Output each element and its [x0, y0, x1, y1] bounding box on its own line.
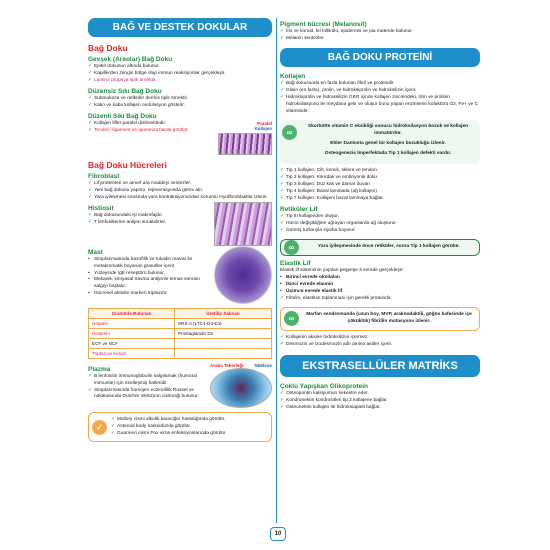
list-item: ✓ Submukoza ve retiküler dermis tipik örnektir.	[88, 96, 272, 103]
kollajen-heading: Kollajen	[280, 72, 306, 80]
section-title: BAĞ VE DESTEK DOKULAR	[88, 18, 272, 37]
fig-label: Kollajen	[254, 125, 272, 131]
table-header: Üretilip Salınan	[174, 308, 271, 318]
wound-box	[280, 239, 480, 256]
box-text: Osteogenezis İmperfektada Tip 1 kollajen defekti vardır.	[324, 150, 452, 156]
box-text: Skorbütte vitamin C eksikliği sonucu hidroksilasyon bozuk ve kollajen immatürdür.	[307, 123, 469, 136]
collagen-image	[218, 133, 272, 155]
list-item: ✓ Glisin (en fazla), prolin, ve hidroksiprolin ve hidroksilizin içerir.	[280, 88, 480, 95]
coklu-heading: Çoklu Yapışkan Glikoprotein	[280, 382, 369, 390]
duzenli-heading: Düzenli Sıkı Bağ Doku	[88, 112, 157, 120]
list-item: • Birinci evrede oksitalan	[280, 275, 480, 282]
list-item: ✓ Sitoplazmasında homojen eozinofilik Russel ve nükleusunda Dutcher inklüzyon cisimciği bulunur.	[88, 388, 206, 402]
elastik-heading: Elastik Lif	[280, 260, 311, 268]
list-item: ✓ Lif proteinleri ve amorf ara maddeyi sentezler.	[88, 181, 272, 188]
info-icon: ∞	[284, 240, 299, 255]
plazma-row	[88, 363, 272, 408]
table-cell	[174, 338, 271, 348]
list-item: ✓ Osteonektin kollajen ile hidroksiapatit bağlar.	[280, 405, 480, 412]
table-row	[89, 328, 272, 338]
list-item: ✓ Mallory cismi alkolik karaciğer hastalığında görülür.	[111, 417, 267, 424]
table-row	[89, 348, 272, 358]
mast-cell-image	[214, 246, 272, 304]
table-cell: Triptaz ve Kimaz	[89, 348, 175, 358]
list-item: ✓ Kollajen lifler paralel dizilmektedir.	[88, 121, 214, 128]
paragraph: Elastik lif sisteminin yapılan peşpeşe 3 evrede gerçekleşir:	[280, 268, 404, 274]
list-item: • Mekanik, kimyasal travma antijenle temas sonrası salgıyı başlatır.	[88, 277, 210, 291]
list-item: ✓ Fibrilin, elastinin toplanması için gerekli proteindir.	[280, 296, 480, 303]
list-item: ✓ Kapillerden zengin bölge olup immun reaksiyonlar gerçekleşir.	[88, 71, 272, 78]
list-item: ✓ Osteopontin kalsiyumun sekestre eder.	[280, 391, 480, 398]
info-icon: ∞	[284, 311, 299, 326]
matrix-title: EKSTRASELLÜLER MATRİKS	[280, 355, 480, 377]
right-column	[280, 18, 480, 412]
box-text: Marfan sendromunda (uzun boy, MVP, araknodaktili, göğüs kafesinde içe çöküklük) fibrillin mutasyonu izlenir.	[306, 311, 472, 324]
duzensiz-heading: Düzensiz Sıkı Bağ Doku	[88, 87, 162, 95]
retikuler-heading: Retiküler Lif	[280, 206, 318, 214]
duzenli-row	[88, 121, 272, 155]
histiosit-heading: Histiosit	[88, 204, 114, 212]
table-row	[89, 338, 272, 348]
info-icon: ∞	[282, 125, 297, 140]
melanosit-heading: Pigment hücresi (Melanosit)	[280, 21, 367, 28]
list-item: ✓ Bağ dokusundaki işi makrofajdır.	[88, 213, 210, 220]
table-cell	[174, 348, 271, 358]
list-item: ✓ Tip 3 kollajen: Düz kas ve damar duvarı	[280, 182, 480, 189]
table-row	[89, 318, 272, 328]
histiocyte-image	[214, 202, 272, 246]
list-item: • Yüzeyinde IgE reseptörü bulunur.	[88, 271, 210, 278]
fibroblast-heading: Fibroblast	[88, 172, 120, 180]
list-item: ✓ Desmozin ve izodesmozin adlı amino asitler içerir.	[280, 342, 480, 349]
list-item: ✓ Kollajenin aksine hidroksilizini içermez.	[280, 335, 480, 342]
table-cell: Histamin	[89, 328, 175, 338]
list-item: ✓ Yeni bağ dokusu yapımı, rejenerasyonda görev alır.	[88, 188, 272, 195]
list-item: ✓ Tip III kollajenden oluşur.	[280, 214, 480, 221]
info-icon: ✓	[92, 420, 107, 435]
protein-title: BAĞ DOKU PROTEİNİ	[280, 48, 480, 67]
table-cell: Prostaglandin D2	[174, 328, 271, 338]
list-item: ✓ Tip 2 kollajen: Kıkırdak ve embriyonik doku	[280, 175, 480, 182]
note-box	[88, 412, 272, 443]
list-item: ✓ Lamina propriya tipik örnektir.	[88, 78, 272, 85]
bag-doku-heading: Bağ Doku	[88, 43, 128, 53]
list-item: ✓ Bağ dokusunda en fazla bulunan fibril ve proteindir.	[280, 81, 480, 88]
list-item: ✓ Tip 4 kollajen: Bazal laminada (ağ kollajen)	[280, 189, 480, 196]
scurvy-box	[280, 120, 480, 165]
fig-label: Nükleus	[254, 362, 272, 368]
hucreler-heading: Bağ Doku Hücreleri	[88, 159, 167, 170]
fig-label: Paralel	[257, 120, 272, 126]
list-item: • Sitoplazmasında bazofilik ve toluidin mavisi ile metakromatik boyanan granüller içerir.	[88, 257, 210, 271]
marfan-box	[280, 307, 480, 331]
histiosit-row	[88, 202, 272, 246]
mast-table	[88, 308, 272, 359]
list-item: ✓ Melanin sentezler.	[280, 36, 480, 43]
list-item: ✓ Kalın ve kaba kollajen ondulasyon gösterir.	[88, 103, 272, 110]
list-item: ✓ Tip 1 kollajen: Cilt, kemik, sklera ve tendon	[280, 168, 480, 175]
list-item: ✓ Asteroid body sarkoidozda görülür.	[111, 424, 267, 431]
page-number: 10	[270, 527, 286, 541]
list-item: ✓ İris ve koroid, kıl follikülü, epidermis ve pia materde bulunur.	[280, 29, 480, 36]
list-item: • Hücresel aktivite markeri triptazdır.	[88, 291, 210, 298]
list-item: ✓ Hücre değişikliğine uğrayan organlarda ağ oluşturur.	[280, 221, 480, 228]
left-column	[88, 18, 272, 446]
gevsek-heading: Gevşek (Areolar) Bağ Doku	[88, 56, 173, 63]
mast-row	[88, 246, 272, 304]
list-item: ✓ Guarnieri cismi Pox virüs enfeksiyonlarında görülür.	[111, 431, 267, 438]
list-item: ✓ Tip 7 kollajen: Kollajeni bazal laminaya bağlar.	[280, 196, 480, 203]
list-item: • İkinci evrede elaunin	[280, 282, 480, 289]
list-item: ✓ Hidroksiprolin ve hidroksilizin GER içinde kollajen zincirindeki, lizin ve prolinin hidroksilasyonu ile meydana gelir ve oluşur bunu yapan enzimlerin kofaktörü O2, Fe+ ve C vitaminidir.	[280, 95, 480, 116]
list-item: • Üçüncü evrede elastik lif	[280, 289, 480, 296]
table-header: Granülde Bulunan	[89, 308, 175, 318]
table-cell: Heparin	[89, 318, 175, 328]
table-cell: ECF ve NCF	[89, 338, 175, 348]
list-item: ✓ Yara iyileşmesi sırasında yara kontraksiyonundan sorumlu myofibroblastlar izlenir.	[88, 195, 272, 202]
list-item: ✓ Epitel dokunun altında bulunur.	[88, 64, 272, 71]
box-text: Ehler Danlosta genel bir kollajen bozukluğu izlenir.	[330, 140, 446, 146]
list-item: ✓ B lenfositin immunoglobulin salgılamak (humoral immunite) için özelleşmiş halleridir.	[88, 374, 206, 388]
list-item: ✓ Kondronektin kondrositleri tip 2 kollajene bağlar.	[280, 398, 480, 405]
column-divider	[276, 18, 277, 523]
box-text: Yara iyileşmesinde önce retiküler, sonra Tip 1 kollajen görülür.	[317, 244, 460, 250]
list-item: ✓ Tendon, ligament ve aponevrozlarda görülür.	[88, 128, 214, 135]
plazma-heading: Plazma	[88, 365, 111, 373]
plasma-cell-image	[210, 368, 272, 408]
table-cell: SRS-A (LTC4-D4-E4)	[174, 318, 271, 328]
list-item: ✓ Gümüş tuzlarıyla siyaha boyanır.	[280, 228, 480, 235]
list-item: ✓ T lenfositlerine antijen sunabilirler.	[88, 220, 210, 227]
mast-heading: Mast	[88, 248, 103, 256]
fig-label: Araba Tekerleği	[210, 362, 244, 368]
